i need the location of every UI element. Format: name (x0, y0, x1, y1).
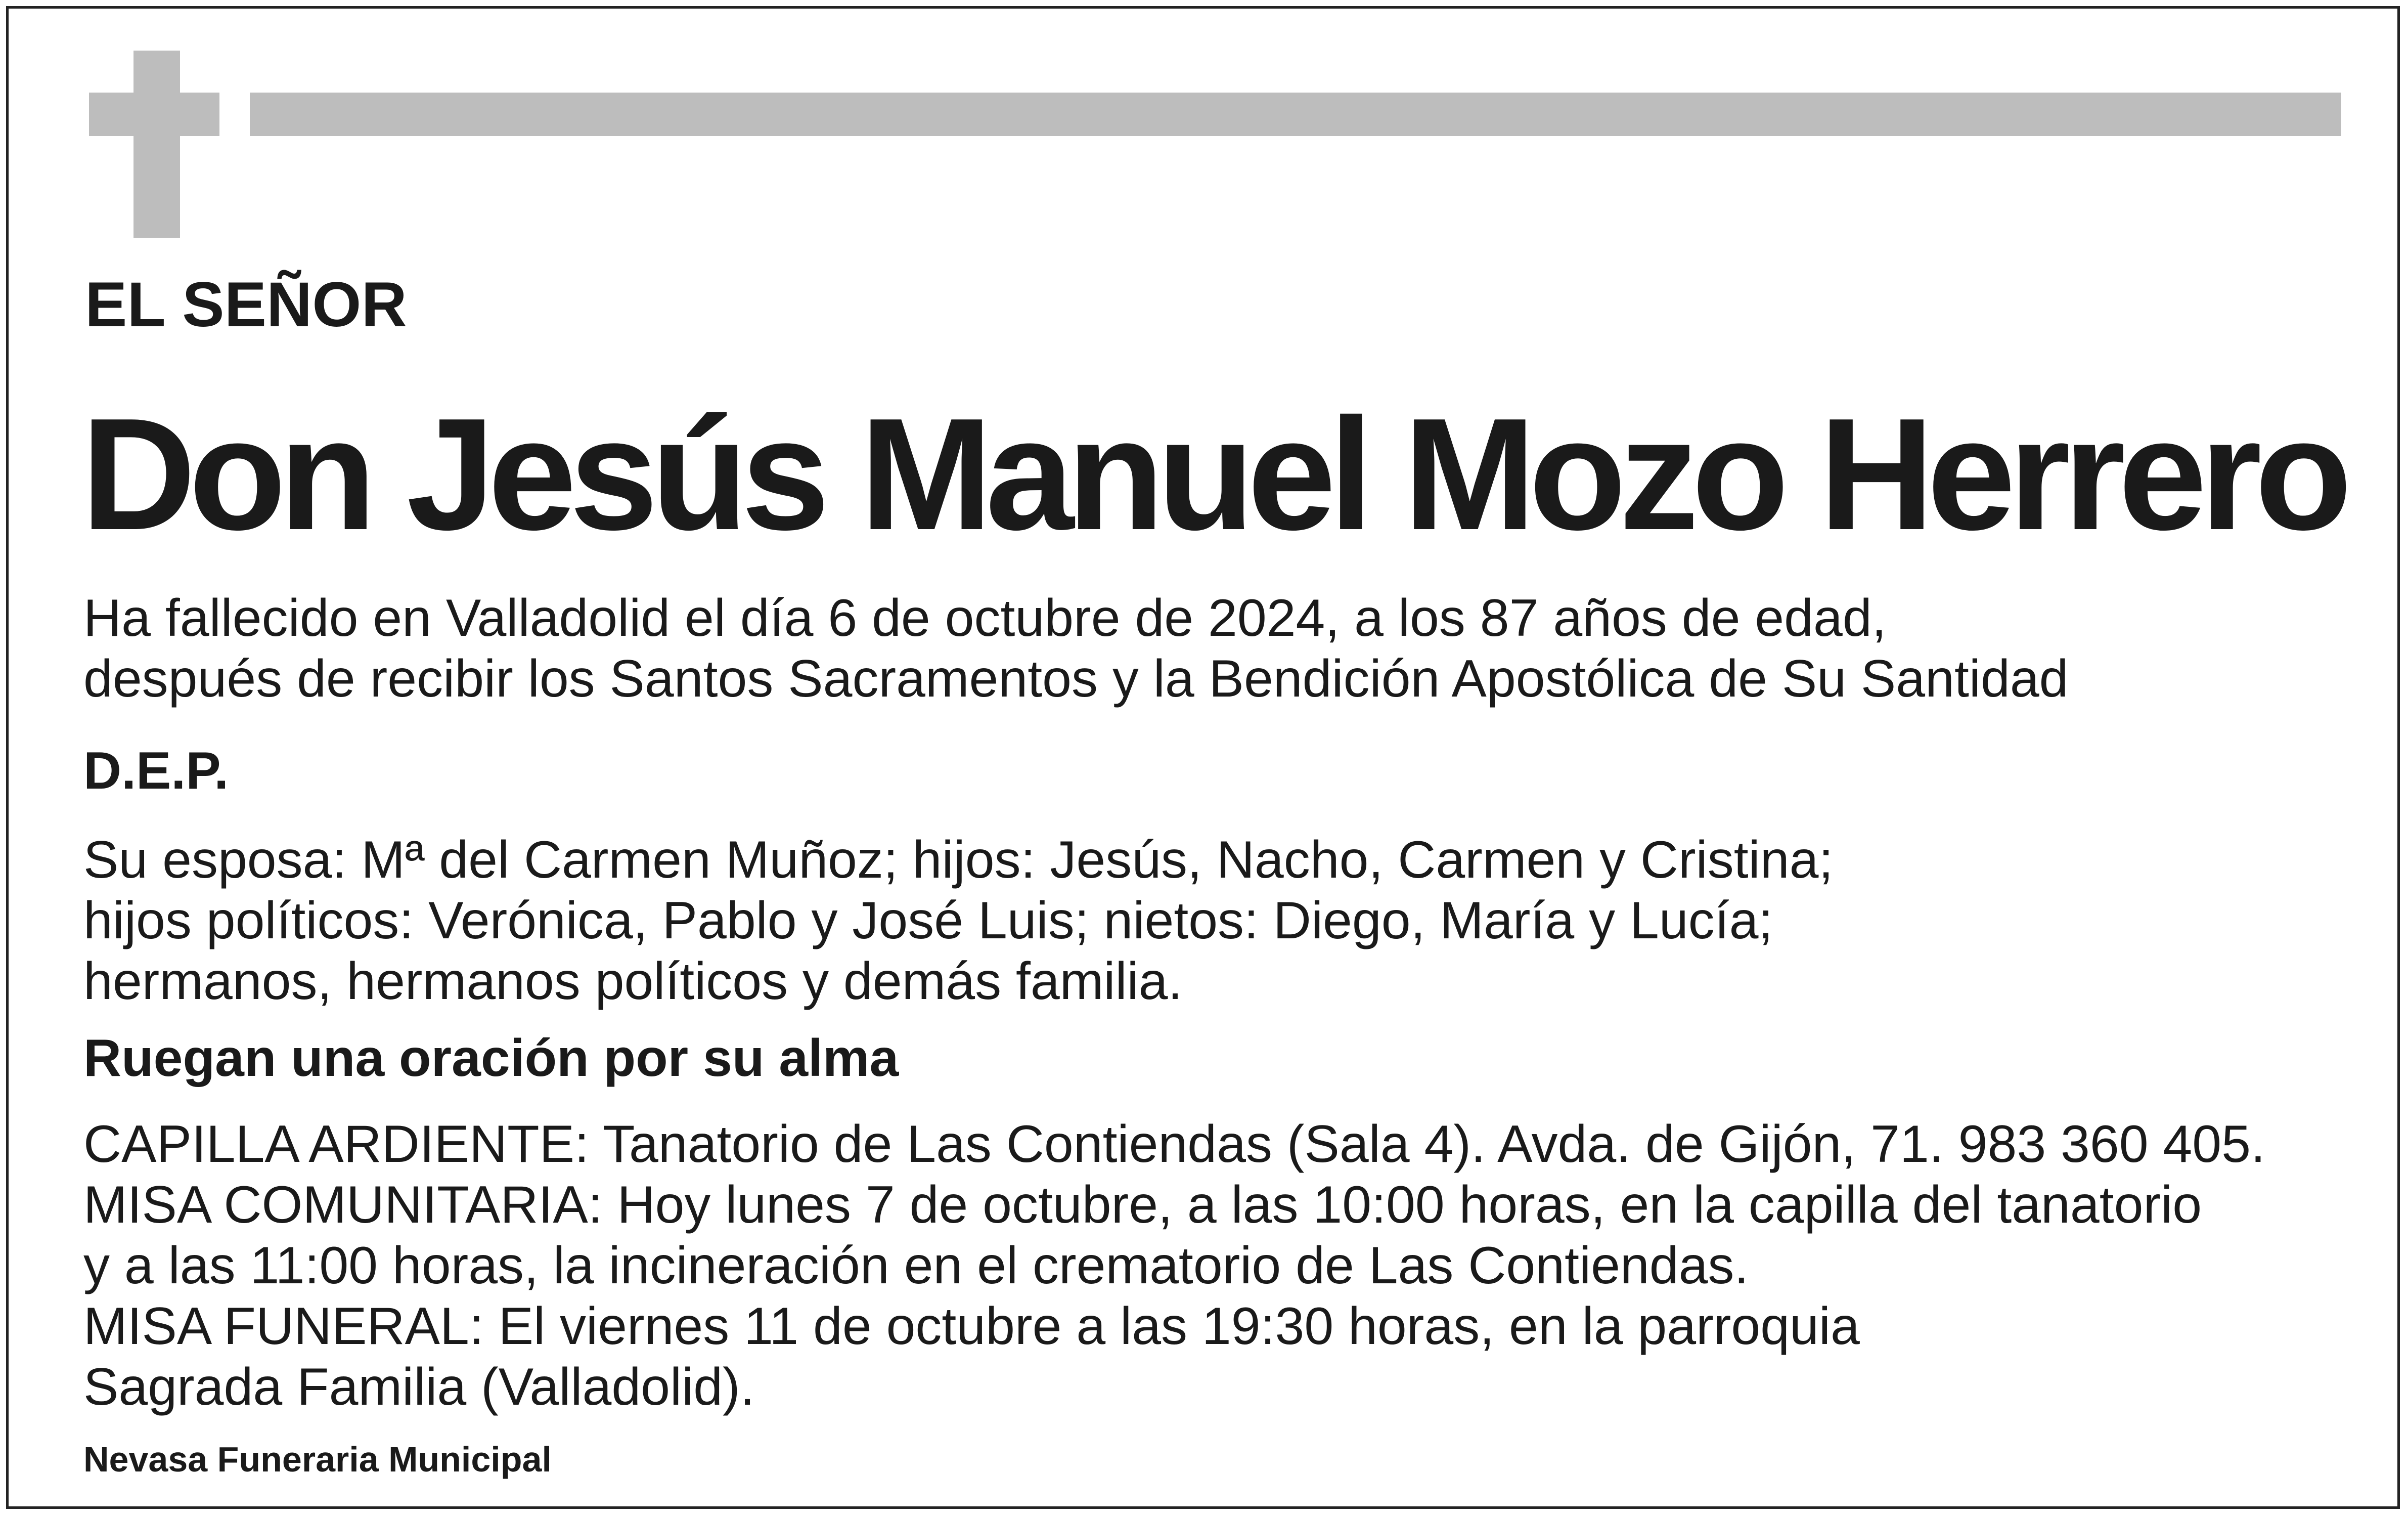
announcement-line: después de recibir los Santos Sacramentos y la Bendición Apostólica de Su Santidad (83, 649, 2069, 708)
service-line: CAPILLA ARDIENTE: Tanatorio de Las Contiendas (Sala 4). Avda. de Gijón, 71. 983 360 405. (83, 1115, 2265, 1174)
death-announcement (83, 588, 2069, 709)
deceased-name: Don Jesús Manuel Mozo Herrero (81, 385, 2345, 563)
family-line: Su esposa: Mª del Carmen Muñoz; hijos: Jesús, Nacho, Carmen y Cristina; (83, 831, 1834, 889)
service-line: MISA FUNERAL: El viernes 11 de octubre a las 19:30 horas, en la parroquia (83, 1297, 1860, 1356)
notice-heading: EL SEÑOR (85, 270, 407, 340)
family-list (83, 830, 1833, 1012)
prayer-request: Ruegan una oración por su alma (83, 1029, 899, 1088)
service-details (83, 1114, 2265, 1417)
family-line: hermanos, hermanos políticos y demás familia. (83, 952, 1183, 1011)
cross-vertical-bar (133, 51, 180, 238)
service-line: MISA COMUNITARIA: Hoy lunes 7 de octubre, a las 10:00 horas, en la capilla del tanatorio (83, 1176, 2202, 1234)
service-line: y a las 11:00 horas, la incineración en el crematorio de Las Contiendas. (83, 1236, 1749, 1295)
service-line: Sagrada Familia (Valladolid). (83, 1358, 755, 1416)
funeral-home-credit: Nevasa Funeraria Municipal (83, 1440, 552, 1479)
family-line: hijos políticos: Verónica, Pablo y José Luis; nietos: Diego, María y Lucía; (83, 891, 1773, 950)
header-rule (250, 93, 2341, 136)
announcement-line: Ha fallecido en Valladolid el día 6 de octubre de 2024, a los 87 años de edad, (83, 589, 1887, 647)
cross-horizontal-bar (89, 93, 219, 136)
rip-abbreviation: D.E.P. (83, 742, 229, 800)
